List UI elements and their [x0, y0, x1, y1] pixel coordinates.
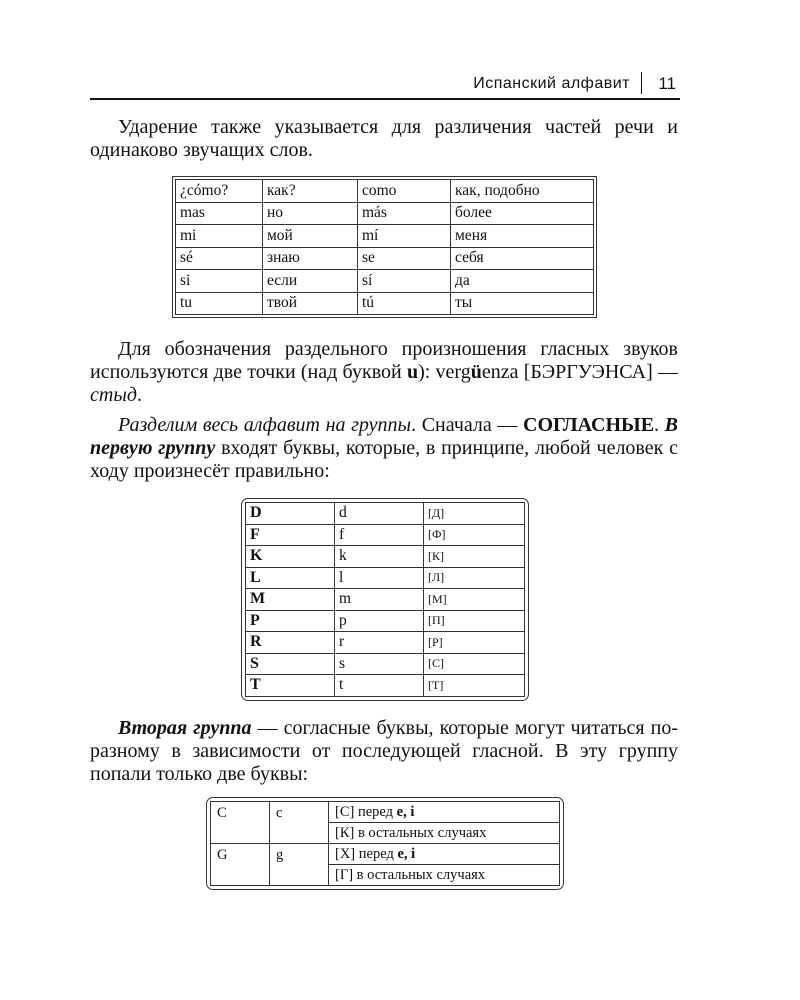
table-cell: [Л]: [424, 567, 525, 589]
table-cell: себя: [451, 247, 594, 270]
bolditalic-phrase: Вторая группа: [118, 717, 252, 739]
table-cell: K: [246, 546, 335, 568]
text: .: [136, 384, 142, 406]
table-cell: d: [335, 503, 424, 525]
table-cell: P: [246, 610, 335, 632]
table-cell: T: [246, 675, 335, 697]
table-row: [211, 802, 560, 823]
table-cell: sé: [176, 247, 263, 270]
table-cell: L: [246, 567, 335, 589]
table-cell: D: [246, 503, 335, 525]
paragraph-text: Ударение также указывается для различения частей речи и одинаково звучащих слов.: [90, 116, 678, 161]
text: [Х] перед: [335, 845, 398, 862]
bold-text: е, i: [397, 845, 416, 862]
table-row: [246, 546, 525, 568]
table-cell: да: [451, 270, 594, 293]
table-cell: tu: [176, 292, 263, 315]
table-cell: p: [335, 610, 424, 632]
table-cell: r: [335, 632, 424, 654]
table-cell: sí: [358, 270, 451, 293]
table-cell: но: [263, 202, 358, 225]
table-cell: [Т]: [424, 675, 525, 697]
text: ): verg: [418, 361, 471, 383]
table-row: [176, 270, 594, 293]
table-cell: как?: [263, 180, 358, 203]
table-cell: [К]: [424, 546, 525, 568]
table-row: [176, 225, 594, 248]
table-cell: более: [451, 202, 594, 225]
table-cell: se: [358, 247, 451, 270]
table-cell: si: [176, 270, 263, 293]
paragraph-diaeresis: [90, 338, 678, 407]
table-cell: [329, 844, 560, 865]
table-cell: mí: [358, 225, 451, 248]
table-cell: más: [358, 202, 451, 225]
accent-words-table: [172, 176, 597, 318]
consonants-group1-table: [241, 498, 529, 701]
table-cell: ¿cómo?: [176, 180, 263, 203]
table-cell: [П]: [424, 610, 525, 632]
table-row: [246, 632, 525, 654]
bolditalic-phrase: В первую группу: [90, 414, 678, 459]
table-cell: c: [270, 802, 329, 844]
table-cell: mas: [176, 202, 263, 225]
table-cell: como: [358, 180, 451, 203]
paragraph-second-group: [90, 717, 678, 786]
table-cell: f: [335, 524, 424, 546]
table-row: [246, 503, 525, 525]
text: . Сначала —: [411, 414, 523, 436]
text: — согласные буквы, которые могут читаться по-разному в зависимости от последующей гласной. В эту группу попали только две буквы:: [90, 717, 679, 785]
paragraph-groups: [90, 414, 678, 483]
table-row: [176, 247, 594, 270]
table-cell: меня: [451, 225, 594, 248]
table-row: [176, 292, 594, 315]
table-row: [246, 589, 525, 611]
header-separator: [641, 72, 642, 94]
table-row: [176, 202, 594, 225]
table-cell: tú: [358, 292, 451, 315]
text: Для обозначения раздельного произношения гласных звуков используются две точки (над буквой: [90, 338, 678, 383]
table-cell: mi: [176, 225, 263, 248]
page-number: 11: [658, 74, 676, 93]
table-cell: G: [211, 844, 270, 886]
table-row: [211, 844, 560, 865]
table-cell: [К] в остальных случаях: [329, 823, 560, 844]
table-cell: [Р]: [424, 632, 525, 654]
table-row: [176, 180, 594, 203]
table-row: [246, 567, 525, 589]
text: enza [БЭРГУЭНСА] —: [481, 361, 678, 383]
text: входят буквы, которые, в принципе, любой человек с ходу произнесёт правильно:: [90, 437, 679, 482]
table-cell: как, подобно: [451, 180, 594, 203]
table-cell: g: [270, 844, 329, 886]
table-cell: [С]: [424, 653, 525, 675]
table-cell: мой: [263, 225, 358, 248]
table-cell: твой: [263, 292, 358, 315]
bold-letter: u: [406, 361, 419, 383]
bold-text: е, i: [396, 803, 415, 820]
italic-word: стыд: [90, 384, 137, 406]
table-cell: l: [335, 567, 424, 589]
table-cell: знаю: [263, 247, 358, 270]
table-row: [246, 610, 525, 632]
bold-word: СОГЛАСНЫЕ: [523, 414, 655, 436]
table-cell: M: [246, 589, 335, 611]
table-cell: R: [246, 632, 335, 654]
table-cell: [Ф]: [424, 524, 525, 546]
running-header: [90, 72, 680, 100]
consonants-group2-table: [206, 797, 564, 890]
table-cell: [329, 802, 560, 823]
table-cell: s: [335, 653, 424, 675]
bold-letter: ü: [470, 361, 482, 383]
table-cell: k: [335, 546, 424, 568]
paragraph-stress: [90, 116, 678, 162]
table-cell: ты: [451, 292, 594, 315]
table-cell: S: [246, 653, 335, 675]
table-cell: F: [246, 524, 335, 546]
text: .: [654, 414, 665, 436]
table-cell: [Д]: [424, 503, 525, 525]
table-row: [246, 524, 525, 546]
table-cell: m: [335, 589, 424, 611]
table-row: [246, 653, 525, 675]
table-cell: если: [263, 270, 358, 293]
table-cell: C: [211, 802, 270, 844]
table-cell: [Г] в остальных случаях: [329, 865, 560, 886]
section-title: Испанский алфавит: [473, 75, 630, 92]
text: [С] перед: [335, 803, 397, 820]
table-cell: [М]: [424, 589, 525, 611]
table-cell: t: [335, 675, 424, 697]
italic-lead: Разделим весь алфавит на группы: [118, 414, 412, 436]
table-row: [246, 675, 525, 697]
